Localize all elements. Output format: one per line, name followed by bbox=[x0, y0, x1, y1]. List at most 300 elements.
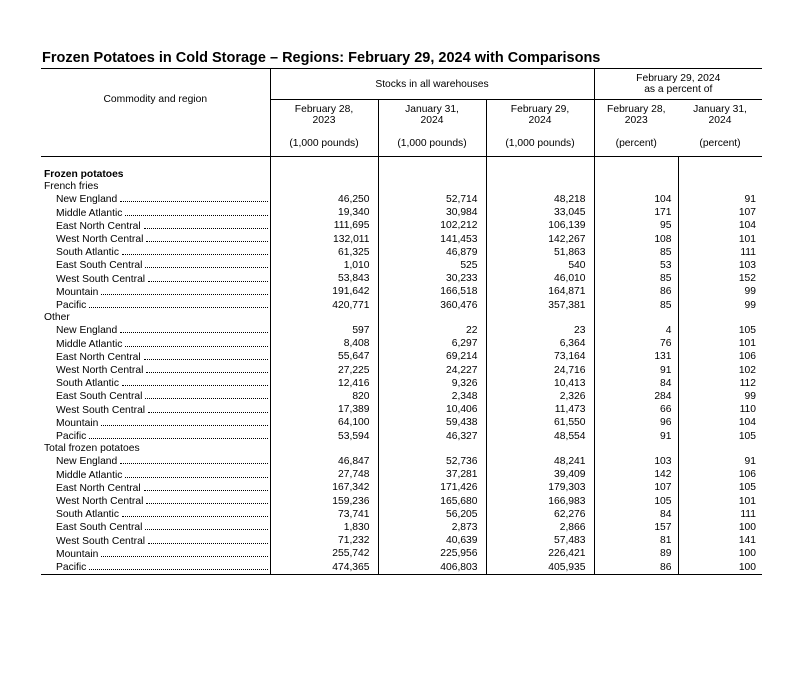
empty-cell bbox=[594, 169, 678, 181]
cold-storage-table bbox=[41, 68, 762, 575]
col-header-line1: January 31, bbox=[693, 104, 747, 115]
stock-value-cell: 111,695 bbox=[270, 220, 378, 233]
region-label: East South Central bbox=[56, 391, 143, 403]
percent-value-cell: 91 bbox=[678, 455, 762, 468]
percent-group-line1: February 29, 2024 bbox=[636, 73, 721, 84]
region-cell bbox=[41, 521, 270, 534]
dot-leader bbox=[145, 521, 267, 530]
stock-value-cell: 357,381 bbox=[486, 299, 594, 312]
unit-label: (percent) bbox=[678, 130, 762, 157]
table-row bbox=[41, 508, 762, 521]
dot-leader bbox=[101, 548, 267, 557]
percent-value-cell: 131 bbox=[594, 351, 678, 364]
stock-value-cell: 61,550 bbox=[486, 417, 594, 430]
region-cell bbox=[41, 246, 270, 259]
stock-value-cell: 255,742 bbox=[270, 548, 378, 561]
percent-value-cell: 157 bbox=[594, 521, 678, 534]
col-header-line2: 2024 bbox=[708, 115, 732, 126]
region-cell bbox=[41, 220, 270, 233]
dot-leader bbox=[89, 430, 267, 439]
stock-value-cell: 9,326 bbox=[378, 377, 486, 390]
percent-value-cell: 85 bbox=[594, 246, 678, 259]
stock-value-cell: 24,227 bbox=[378, 364, 486, 377]
percent-value-cell: 100 bbox=[678, 561, 762, 575]
region-label: East South Central bbox=[56, 522, 143, 534]
stock-value-cell: 820 bbox=[270, 390, 378, 403]
percent-value-cell: 104 bbox=[594, 193, 678, 206]
table-row bbox=[41, 233, 762, 246]
col-header-feb-2023 bbox=[270, 100, 378, 131]
stock-value-cell: 59,438 bbox=[378, 417, 486, 430]
stock-value-cell: 525 bbox=[378, 259, 486, 272]
dot-leader bbox=[146, 233, 267, 242]
region-cell bbox=[41, 495, 270, 508]
spacer-cell bbox=[486, 157, 594, 170]
region-label: West South Central bbox=[56, 273, 146, 285]
region-label-wrap bbox=[56, 259, 270, 272]
stock-value-cell: 46,847 bbox=[270, 455, 378, 468]
region-cell bbox=[41, 455, 270, 468]
region-cell bbox=[41, 364, 270, 377]
stock-value-cell: 10,406 bbox=[378, 404, 486, 417]
region-label: South Atlantic bbox=[56, 378, 119, 390]
percent-value-cell: 91 bbox=[594, 364, 678, 377]
percent-value-cell: 111 bbox=[678, 246, 762, 259]
stock-value-cell: 46,879 bbox=[378, 246, 486, 259]
stock-value-cell: 166,518 bbox=[378, 286, 486, 299]
col-header-pct-jan-2024 bbox=[678, 100, 762, 131]
col-header-line2: 2023 bbox=[624, 115, 648, 126]
stock-value-cell: 55,647 bbox=[270, 351, 378, 364]
percent-value-cell: 4 bbox=[594, 324, 678, 337]
percent-value-cell: 89 bbox=[594, 548, 678, 561]
dot-leader bbox=[148, 404, 267, 413]
region-label-wrap bbox=[56, 390, 270, 403]
region-cell bbox=[41, 404, 270, 417]
spacer-cell bbox=[678, 157, 762, 170]
table-row bbox=[41, 495, 762, 508]
table-row bbox=[41, 377, 762, 390]
empty-cell bbox=[270, 181, 378, 193]
region-cell bbox=[41, 207, 270, 220]
region-label: Middle Atlantic bbox=[56, 207, 123, 219]
region-label: Mountain bbox=[56, 548, 99, 560]
section-title: Frozen potatoes bbox=[44, 169, 124, 180]
region-label: West North Central bbox=[56, 234, 144, 246]
stock-value-cell: 360,476 bbox=[378, 299, 486, 312]
dot-leader bbox=[101, 286, 267, 295]
stock-value-cell: 19,340 bbox=[270, 207, 378, 220]
percent-value-cell: 84 bbox=[594, 377, 678, 390]
table-row bbox=[41, 404, 762, 417]
percent-value-cell: 103 bbox=[678, 259, 762, 272]
stock-value-cell: 8,408 bbox=[270, 338, 378, 351]
stock-value-cell: 53,594 bbox=[270, 430, 378, 443]
region-label-wrap bbox=[56, 548, 270, 561]
dot-leader bbox=[125, 338, 267, 347]
empty-cell bbox=[378, 443, 486, 455]
stock-value-cell: 48,218 bbox=[486, 193, 594, 206]
percent-value-cell: 99 bbox=[678, 299, 762, 312]
percent-value-cell: 76 bbox=[594, 338, 678, 351]
region-label: New England bbox=[56, 325, 118, 337]
percent-value-cell: 104 bbox=[678, 417, 762, 430]
dot-leader bbox=[120, 455, 267, 464]
table-row bbox=[41, 259, 762, 272]
section-subtitle: Other bbox=[44, 312, 70, 324]
stock-value-cell: 6,297 bbox=[378, 338, 486, 351]
percent-value-cell: 53 bbox=[594, 259, 678, 272]
percent-value-cell: 85 bbox=[594, 299, 678, 312]
region-label: West South Central bbox=[56, 404, 146, 416]
region-cell bbox=[41, 299, 270, 312]
stock-value-cell: 64,100 bbox=[270, 417, 378, 430]
stock-value-cell: 61,325 bbox=[270, 246, 378, 259]
stock-value-cell: 420,771 bbox=[270, 299, 378, 312]
stock-value-cell: 2,348 bbox=[378, 390, 486, 403]
stock-value-cell: 33,045 bbox=[486, 207, 594, 220]
region-label-wrap bbox=[56, 561, 270, 574]
region-label-wrap bbox=[56, 417, 270, 430]
unit-label: (1,000 pounds) bbox=[378, 130, 486, 157]
table-row bbox=[41, 299, 762, 312]
region-label-wrap bbox=[56, 521, 270, 534]
region-label: East North Central bbox=[56, 482, 141, 494]
stock-value-cell: 24,716 bbox=[486, 364, 594, 377]
col-header-line1: February 28, bbox=[607, 104, 666, 115]
empty-cell bbox=[678, 443, 762, 455]
region-label-wrap bbox=[56, 482, 270, 495]
region-label-wrap bbox=[56, 535, 270, 548]
percent-value-cell: 95 bbox=[594, 220, 678, 233]
table-header bbox=[41, 69, 762, 157]
percent-value-cell: 91 bbox=[678, 193, 762, 206]
empty-cell bbox=[378, 312, 486, 324]
table-row bbox=[41, 273, 762, 286]
stock-value-cell: 1,010 bbox=[270, 259, 378, 272]
table-row bbox=[41, 364, 762, 377]
region-cell bbox=[41, 273, 270, 286]
section-subtitle-row bbox=[41, 181, 762, 193]
percent-value-cell: 102 bbox=[678, 364, 762, 377]
empty-cell bbox=[594, 181, 678, 193]
region-label: New England bbox=[56, 194, 118, 206]
percent-value-cell: 84 bbox=[594, 508, 678, 521]
region-label: East South Central bbox=[56, 260, 143, 272]
empty-cell bbox=[270, 169, 378, 181]
dot-leader bbox=[122, 377, 268, 386]
stock-value-cell: 159,236 bbox=[270, 495, 378, 508]
dot-leader bbox=[101, 417, 267, 426]
table-row bbox=[41, 535, 762, 548]
commodity-region-header: Commodity and region bbox=[41, 69, 270, 131]
region-cell bbox=[41, 193, 270, 206]
percent-value-cell: 103 bbox=[594, 455, 678, 468]
percent-value-cell: 105 bbox=[678, 430, 762, 443]
table-container bbox=[41, 68, 762, 575]
table-row bbox=[41, 338, 762, 351]
percent-value-cell: 86 bbox=[594, 561, 678, 575]
percent-value-cell: 101 bbox=[678, 233, 762, 246]
section-subtitle-row bbox=[41, 443, 762, 455]
region-label-wrap bbox=[56, 207, 270, 220]
empty-cell bbox=[594, 443, 678, 455]
empty-cell bbox=[486, 181, 594, 193]
percent-value-cell: 142 bbox=[594, 469, 678, 482]
region-cell bbox=[41, 535, 270, 548]
region-label: West North Central bbox=[56, 496, 144, 508]
section-subtitle: Total frozen potatoes bbox=[44, 443, 140, 455]
table-row bbox=[41, 351, 762, 364]
region-label: West South Central bbox=[56, 535, 146, 547]
stock-value-cell: 405,935 bbox=[486, 561, 594, 575]
empty-cell bbox=[270, 312, 378, 324]
stock-value-cell: 11,473 bbox=[486, 404, 594, 417]
col-header-feb-2024 bbox=[486, 100, 594, 131]
dot-leader bbox=[148, 535, 267, 544]
region-label-wrap bbox=[56, 495, 270, 508]
region-label: Pacific bbox=[56, 431, 87, 443]
stock-value-cell: 406,803 bbox=[378, 561, 486, 575]
stock-value-cell: 46,250 bbox=[270, 193, 378, 206]
stock-value-cell: 132,011 bbox=[270, 233, 378, 246]
stock-value-cell: 69,214 bbox=[378, 351, 486, 364]
region-label: East North Central bbox=[56, 351, 141, 363]
region-label: West North Central bbox=[56, 365, 144, 377]
percent-value-cell: 107 bbox=[594, 482, 678, 495]
stock-value-cell: 12,416 bbox=[270, 377, 378, 390]
region-cell bbox=[41, 233, 270, 246]
percent-value-cell: 105 bbox=[678, 324, 762, 337]
region-label-wrap bbox=[56, 324, 270, 337]
region-label: Middle Atlantic bbox=[56, 338, 123, 350]
percent-value-cell: 106 bbox=[678, 351, 762, 364]
stock-value-cell: 17,389 bbox=[270, 404, 378, 417]
table-row bbox=[41, 207, 762, 220]
stock-value-cell: 53,843 bbox=[270, 273, 378, 286]
region-label: New England bbox=[56, 456, 118, 468]
empty-cell bbox=[486, 312, 594, 324]
region-cell bbox=[41, 377, 270, 390]
stock-value-cell: 23 bbox=[486, 324, 594, 337]
region-label-wrap bbox=[56, 377, 270, 390]
dot-leader bbox=[148, 273, 267, 282]
stock-value-cell: 102,212 bbox=[378, 220, 486, 233]
region-label-wrap bbox=[56, 273, 270, 286]
stock-value-cell: 71,232 bbox=[270, 535, 378, 548]
region-label-wrap bbox=[56, 351, 270, 364]
section-subtitle-row bbox=[41, 312, 762, 324]
table-row bbox=[41, 430, 762, 443]
spacer-cell bbox=[41, 157, 270, 170]
region-cell bbox=[41, 561, 270, 575]
empty-cell bbox=[678, 312, 762, 324]
region-label-wrap bbox=[56, 233, 270, 246]
region-label: Mountain bbox=[56, 417, 99, 429]
table-row bbox=[41, 521, 762, 534]
region-label-wrap bbox=[56, 299, 270, 312]
empty-cell bbox=[594, 312, 678, 324]
table-row bbox=[41, 390, 762, 403]
percent-value-cell: 96 bbox=[594, 417, 678, 430]
percent-value-cell: 112 bbox=[678, 377, 762, 390]
percent-value-cell: 86 bbox=[594, 286, 678, 299]
percent-value-cell: 101 bbox=[678, 495, 762, 508]
region-cell bbox=[41, 548, 270, 561]
percent-value-cell: 100 bbox=[678, 548, 762, 561]
region-label-wrap bbox=[56, 508, 270, 521]
table-row bbox=[41, 286, 762, 299]
stock-value-cell: 166,983 bbox=[486, 495, 594, 508]
dot-leader bbox=[120, 193, 267, 202]
stock-value-cell: 27,225 bbox=[270, 364, 378, 377]
stock-value-cell: 62,276 bbox=[486, 508, 594, 521]
table-row bbox=[41, 548, 762, 561]
empty-cell bbox=[486, 169, 594, 181]
percent-value-cell: 106 bbox=[678, 469, 762, 482]
percent-value-cell: 105 bbox=[678, 482, 762, 495]
region-cell bbox=[41, 508, 270, 521]
dot-leader bbox=[145, 259, 267, 268]
dot-leader bbox=[144, 351, 268, 360]
dot-leader bbox=[89, 561, 267, 570]
percent-value-cell: 152 bbox=[678, 273, 762, 286]
dot-leader bbox=[146, 495, 267, 504]
dot-leader bbox=[144, 220, 268, 229]
table-row bbox=[41, 455, 762, 468]
stock-value-cell: 52,714 bbox=[378, 193, 486, 206]
stock-value-cell: 142,267 bbox=[486, 233, 594, 246]
dot-leader bbox=[125, 207, 267, 216]
region-label-wrap bbox=[56, 430, 270, 443]
spacer-cell bbox=[594, 157, 678, 170]
table-body bbox=[41, 157, 762, 575]
dot-leader bbox=[125, 469, 267, 478]
stocks-group-label: Stocks in all warehouses bbox=[375, 78, 489, 90]
table-row bbox=[41, 324, 762, 337]
stock-value-cell: 57,483 bbox=[486, 535, 594, 548]
stock-value-cell: 30,984 bbox=[378, 207, 486, 220]
percent-group-line2: as a percent of bbox=[644, 84, 713, 95]
col-header-line2: 2024 bbox=[528, 115, 552, 126]
region-label-wrap bbox=[56, 455, 270, 468]
percent-value-cell: 111 bbox=[678, 508, 762, 521]
col-header-jan-2024 bbox=[378, 100, 486, 131]
dot-leader bbox=[89, 299, 267, 308]
region-cell bbox=[41, 324, 270, 337]
percent-value-cell: 105 bbox=[594, 495, 678, 508]
empty-cell bbox=[678, 181, 762, 193]
stock-value-cell: 141,453 bbox=[378, 233, 486, 246]
stock-value-cell: 10,413 bbox=[486, 377, 594, 390]
stock-value-cell: 39,409 bbox=[486, 469, 594, 482]
empty-cell bbox=[678, 169, 762, 181]
percent-value-cell: 100 bbox=[678, 521, 762, 534]
percent-value-cell: 110 bbox=[678, 404, 762, 417]
stock-value-cell: 52,736 bbox=[378, 455, 486, 468]
percent-value-cell: 99 bbox=[678, 390, 762, 403]
region-label: Middle Atlantic bbox=[56, 469, 123, 481]
percent-value-cell: 85 bbox=[594, 273, 678, 286]
empty-cell bbox=[486, 443, 594, 455]
stock-value-cell: 48,241 bbox=[486, 455, 594, 468]
dot-leader bbox=[145, 390, 267, 399]
section-subtitle: French fries bbox=[44, 181, 99, 193]
table-title: Frozen Potatoes in Cold Storage – Regions: February 29, 2024 with Comparisons bbox=[42, 50, 601, 66]
percent-value-cell: 171 bbox=[594, 207, 678, 220]
percent-value-cell: 108 bbox=[594, 233, 678, 246]
region-label-wrap bbox=[56, 404, 270, 417]
region-label: East North Central bbox=[56, 220, 141, 232]
table-row bbox=[41, 193, 762, 206]
region-label-wrap bbox=[56, 193, 270, 206]
dot-leader bbox=[146, 364, 267, 373]
stock-value-cell: 179,303 bbox=[486, 482, 594, 495]
dot-leader bbox=[144, 482, 268, 491]
dot-leader bbox=[120, 324, 267, 333]
region-cell bbox=[41, 482, 270, 495]
percent-value-cell: 284 bbox=[594, 390, 678, 403]
stock-value-cell: 51,863 bbox=[486, 246, 594, 259]
stock-value-cell: 106,139 bbox=[486, 220, 594, 233]
empty-cell bbox=[378, 169, 486, 181]
stock-value-cell: 46,010 bbox=[486, 273, 594, 286]
percent-group-header bbox=[594, 69, 762, 100]
region-label: Pacific bbox=[56, 562, 87, 574]
empty-cell bbox=[378, 181, 486, 193]
region-label: South Atlantic bbox=[56, 509, 119, 521]
table-row bbox=[41, 417, 762, 430]
stock-value-cell: 6,364 bbox=[486, 338, 594, 351]
section-title-row bbox=[41, 169, 762, 181]
percent-value-cell: 91 bbox=[594, 430, 678, 443]
stock-value-cell: 191,642 bbox=[270, 286, 378, 299]
region-cell bbox=[41, 286, 270, 299]
stock-value-cell: 73,741 bbox=[270, 508, 378, 521]
region-cell bbox=[41, 390, 270, 403]
stock-value-cell: 48,554 bbox=[486, 430, 594, 443]
percent-value-cell: 81 bbox=[594, 535, 678, 548]
stock-value-cell: 30,233 bbox=[378, 273, 486, 286]
unit-label: (1,000 pounds) bbox=[486, 130, 594, 157]
col-header-line2: 2024 bbox=[420, 115, 444, 126]
spacer-row bbox=[41, 157, 762, 170]
region-cell bbox=[41, 469, 270, 482]
unit-label: (1,000 pounds) bbox=[270, 130, 378, 157]
region-cell bbox=[41, 338, 270, 351]
region-label-wrap bbox=[56, 220, 270, 233]
region-cell bbox=[41, 259, 270, 272]
region-cell bbox=[41, 351, 270, 364]
stock-value-cell: 171,426 bbox=[378, 482, 486, 495]
table-row bbox=[41, 561, 762, 575]
stock-value-cell: 540 bbox=[486, 259, 594, 272]
stock-value-cell: 226,421 bbox=[486, 548, 594, 561]
region-label-wrap bbox=[56, 246, 270, 259]
stock-value-cell: 40,639 bbox=[378, 535, 486, 548]
spacer-cell bbox=[270, 157, 378, 170]
stock-value-cell: 46,327 bbox=[378, 430, 486, 443]
percent-value-cell: 104 bbox=[678, 220, 762, 233]
stock-value-cell: 164,871 bbox=[486, 286, 594, 299]
region-label: Pacific bbox=[56, 300, 87, 312]
stock-value-cell: 2,866 bbox=[486, 521, 594, 534]
table-row bbox=[41, 469, 762, 482]
region-label: South Atlantic bbox=[56, 247, 119, 259]
stock-value-cell: 37,281 bbox=[378, 469, 486, 482]
col-header-line1: January 31, bbox=[405, 104, 459, 115]
region-label-wrap bbox=[56, 286, 270, 299]
